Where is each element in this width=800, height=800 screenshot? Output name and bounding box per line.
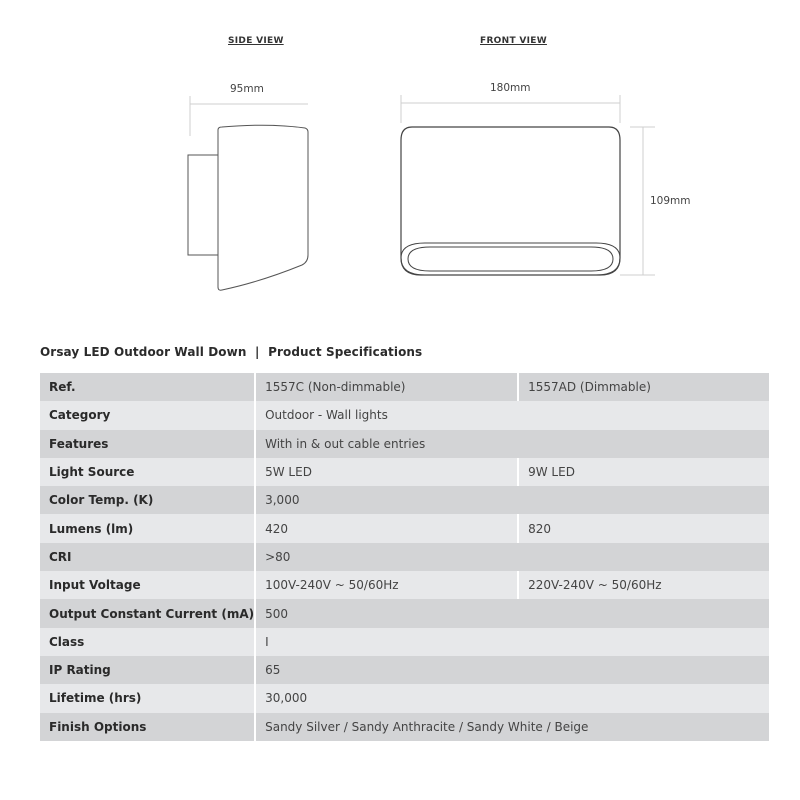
spec-label: Color Temp. (K)	[40, 486, 255, 514]
spec-value: 1557C (Non-dimmable)	[255, 373, 518, 401]
spec-row	[40, 458, 769, 486]
spec-label: IP Rating	[40, 656, 255, 684]
specs-table	[40, 373, 769, 741]
spec-label: CRI	[40, 543, 255, 571]
spec-value: 65	[255, 656, 769, 684]
spec-value: >80	[255, 543, 769, 571]
side-wall-bracket	[188, 155, 218, 255]
front-height-label: 109mm	[650, 195, 691, 207]
spec-row	[40, 656, 769, 684]
spec-row	[40, 571, 769, 599]
side-view-title: SIDE VIEW	[228, 36, 284, 46]
spec-value: 9W LED	[518, 458, 769, 486]
spec-label: Finish Options	[40, 713, 255, 741]
spec-value: 500	[255, 599, 769, 627]
spec-row	[40, 713, 769, 741]
front-body-outline	[401, 127, 620, 275]
spec-row	[40, 486, 769, 514]
spec-value: 5W LED	[255, 458, 518, 486]
side-depth-label: 95mm	[230, 83, 264, 95]
specs-title: Orsay LED Outdoor Wall Down | Product Specifications	[40, 345, 423, 359]
spec-label: Light Source	[40, 458, 255, 486]
spec-value: 3,000	[255, 486, 769, 514]
spec-label: Lifetime (hrs)	[40, 684, 255, 712]
spec-row	[40, 684, 769, 712]
spec-value: 30,000	[255, 684, 769, 712]
spec-value: 1557AD (Dimmable)	[518, 373, 769, 401]
spec-label: Category	[40, 401, 255, 429]
spec-value: With in & out cable entries	[255, 430, 769, 458]
technical-drawing	[0, 0, 800, 320]
spec-value: 420	[255, 514, 518, 542]
spec-value: I	[255, 628, 769, 656]
spec-row	[40, 599, 769, 627]
spec-value: 820	[518, 514, 769, 542]
spec-row	[40, 430, 769, 458]
spec-label: Output Constant Current (mA)	[40, 599, 255, 627]
front-width-dimension	[401, 95, 620, 123]
spec-row	[40, 373, 769, 401]
spec-value: 220V-240V ~ 50/60Hz	[518, 571, 769, 599]
spec-label: Class	[40, 628, 255, 656]
side-body-outline	[218, 125, 308, 290]
spec-label: Input Voltage	[40, 571, 255, 599]
spec-row	[40, 401, 769, 429]
spec-value: 100V-240V ~ 50/60Hz	[255, 571, 518, 599]
spec-value: Sandy Silver / Sandy Anthracite / Sandy White / Beige	[255, 713, 769, 741]
spec-label: Features	[40, 430, 255, 458]
spec-row	[40, 543, 769, 571]
front-width-label: 180mm	[490, 82, 531, 94]
spec-row	[40, 628, 769, 656]
spec-value: Outdoor - Wall lights	[255, 401, 769, 429]
spec-row	[40, 514, 769, 542]
spec-label: Ref.	[40, 373, 255, 401]
spec-label: Lumens (lm)	[40, 514, 255, 542]
front-view-title: FRONT VIEW	[480, 36, 547, 46]
